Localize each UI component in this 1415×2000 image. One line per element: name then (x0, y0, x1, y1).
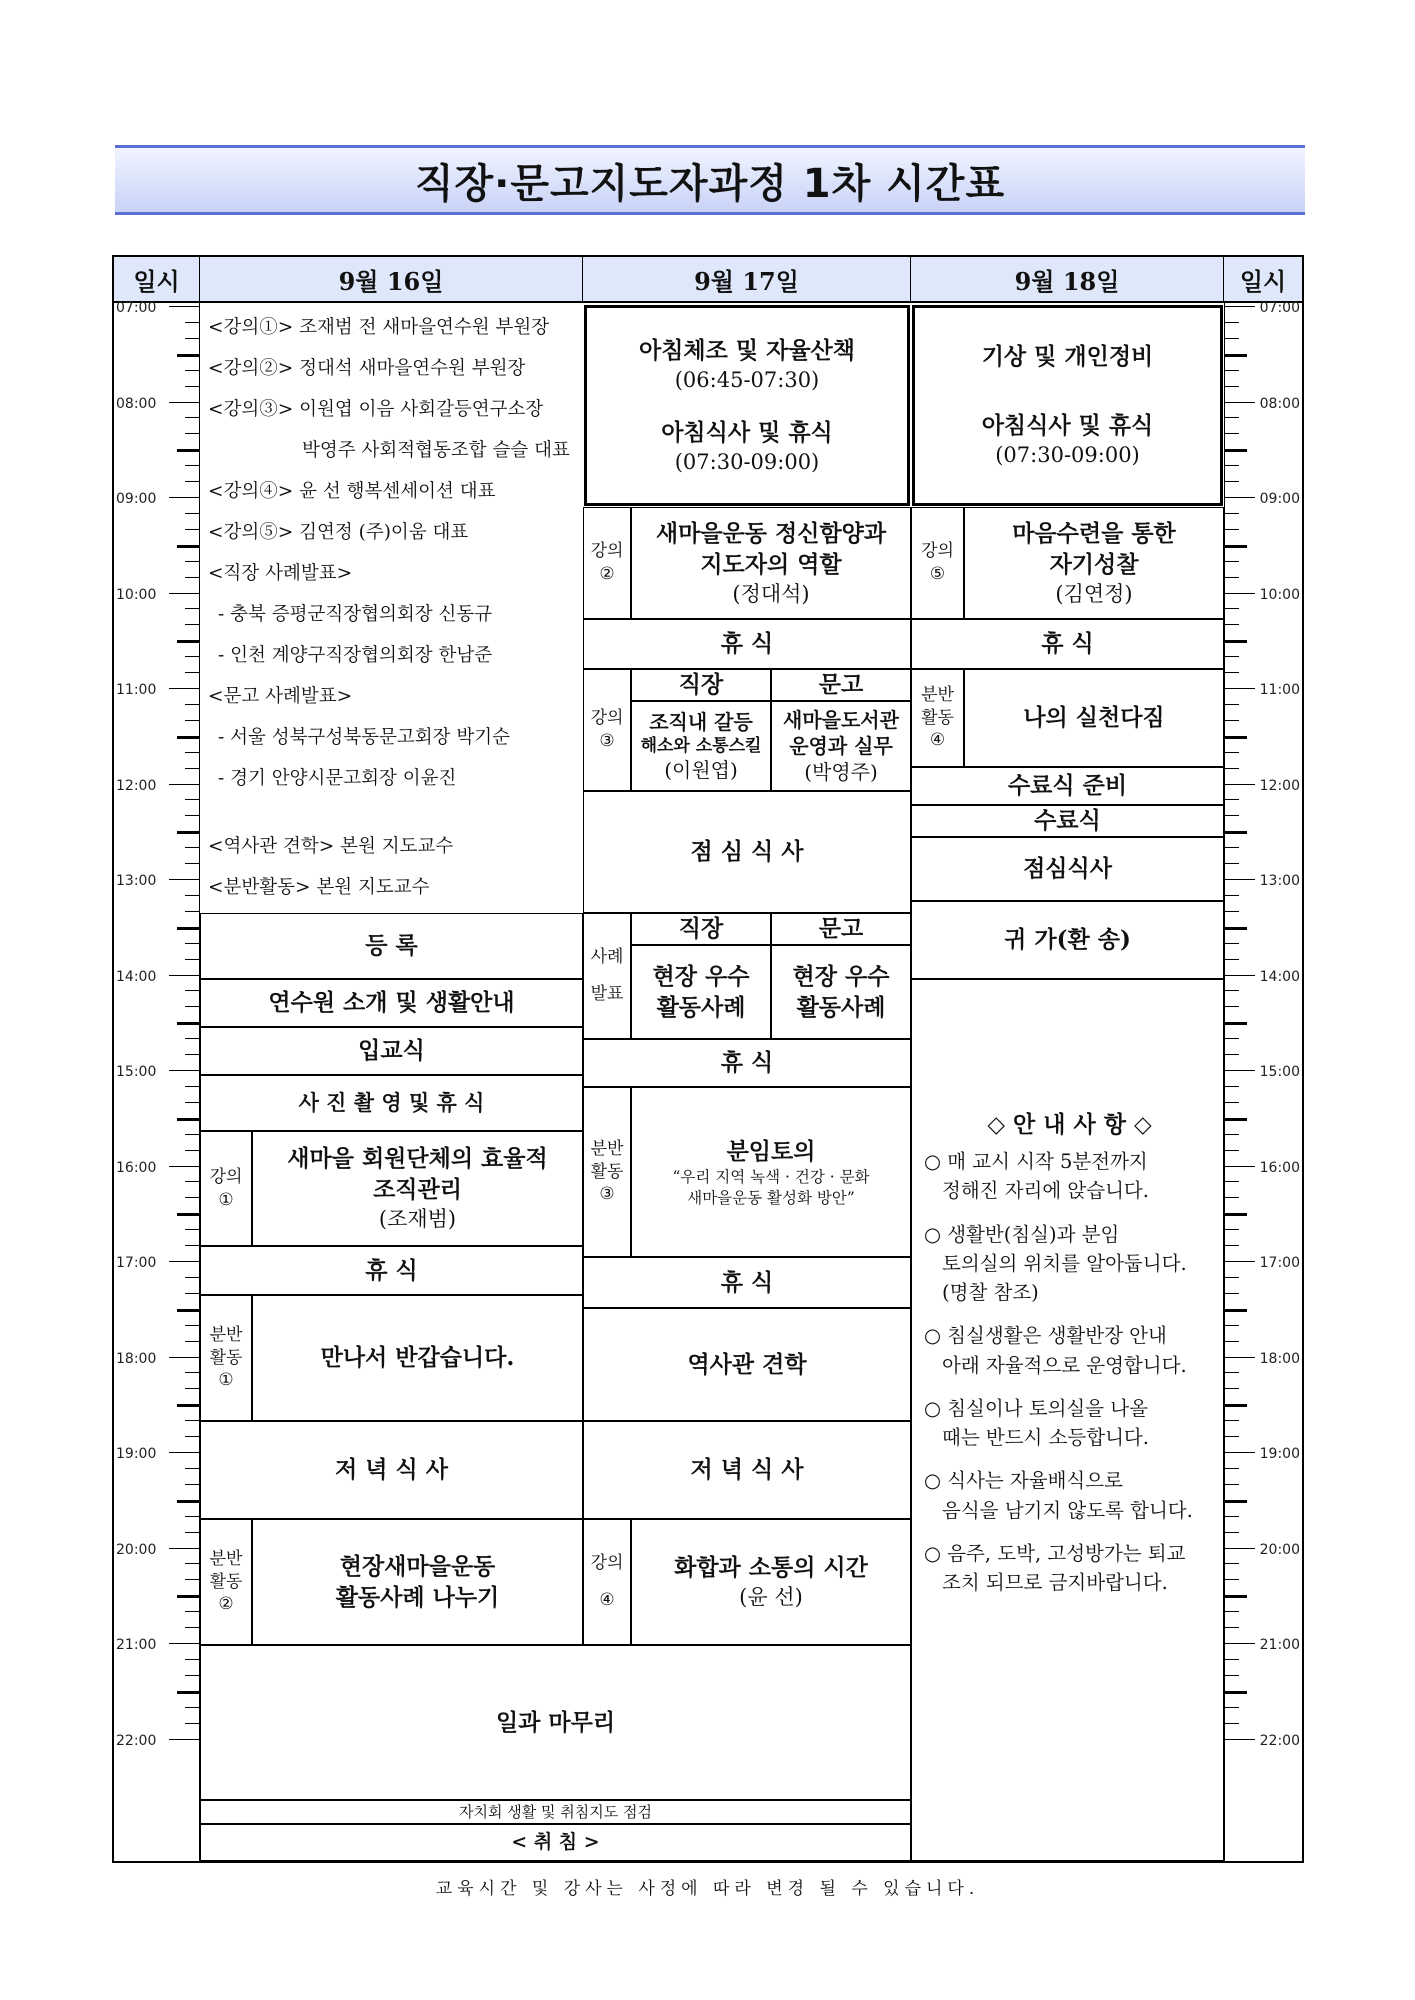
time-label: 18:00 (1259, 1350, 1300, 1367)
time-tick (1225, 433, 1239, 434)
time-tick (185, 1659, 199, 1660)
day2-group3: 분임토의 “우리 지역 녹색 · 건강 · 문화 새마을운동 활성화 방안” (631, 1087, 911, 1257)
time-tick (185, 1054, 199, 1055)
time-tick (185, 1245, 199, 1246)
time-tick (169, 1548, 199, 1549)
day2-history: 역사관 견학 (583, 1308, 911, 1421)
time-tick (185, 1436, 199, 1437)
time-tick (169, 975, 199, 976)
time-tick (185, 1038, 199, 1039)
time-label: 09:00 (116, 491, 157, 507)
time-tick (169, 1261, 199, 1262)
header-ilsi-left: 일시 (114, 257, 200, 303)
notice-item: ○ 침실이나 토의실을 나올 때는 반드시 소등합니다. (924, 1396, 1149, 1449)
time-label: 18:00 (116, 1350, 157, 1367)
page-title: 직장·문고지도자과정 1차 시간표 (414, 160, 1006, 207)
day2-case-jikjang: 현장 우수 활동사례 (631, 945, 771, 1039)
time-tick (1225, 1118, 1247, 1121)
time-tick (185, 656, 199, 657)
time-tick (1225, 959, 1239, 960)
time-tick (185, 672, 199, 673)
time-tick (1225, 1309, 1247, 1312)
time-tick (169, 688, 199, 689)
notice-item: ○ 음주, 도박, 고성방가는 퇴교 조치 되므로 금지바랍니다. (924, 1541, 1186, 1594)
time-label: 07:00 (1259, 300, 1300, 316)
day1-dinner: 저 녁 식 사 (200, 1421, 583, 1519)
time-tick (1225, 465, 1239, 466)
time-tick (177, 1404, 199, 1407)
day3-ceremony: 수료식 (911, 805, 1224, 837)
time-tick (1225, 402, 1255, 403)
time-tick (1225, 1643, 1255, 1644)
time-tick (1225, 1245, 1239, 1246)
time-tick (1225, 1723, 1239, 1724)
time-tick (169, 306, 199, 307)
time-label: 07:00 (116, 300, 157, 316)
time-tick (185, 1341, 199, 1342)
time-tick (1225, 990, 1239, 991)
time-tick (1225, 1372, 1239, 1373)
time-tick (185, 1707, 199, 1708)
time-tick (185, 1579, 199, 1580)
time-tick (1225, 847, 1239, 848)
time-label: 10:00 (116, 586, 157, 603)
time-label: 09:00 (1259, 491, 1300, 507)
time-tick (1225, 1739, 1255, 1740)
time-tick (185, 815, 199, 816)
time-tick (1225, 911, 1239, 912)
time-tick (185, 847, 199, 848)
time-tick (185, 481, 199, 482)
time-tick (185, 1468, 199, 1469)
time-tick (185, 1325, 199, 1326)
day3-morning: 기상 및 개인정비 아침식사 및 휴식 (07:30-09:00) (912, 305, 1223, 506)
time-tick (177, 1309, 199, 1312)
time-tick (185, 990, 199, 991)
time-tick (185, 624, 199, 625)
time-tick (185, 1277, 199, 1278)
time-tick (1225, 1181, 1239, 1182)
time-tick (1225, 322, 1239, 323)
time-tick (169, 1739, 199, 1740)
time-tick (177, 1691, 199, 1694)
time-label: 20:00 (1259, 1541, 1300, 1558)
time-tick (177, 354, 199, 357)
info-line: <문고 사례발표> (208, 685, 353, 707)
day1-entrance: 입교식 (200, 1027, 583, 1075)
time-tick (1225, 799, 1239, 800)
day2-break2: 휴 식 (583, 1039, 911, 1087)
time-tick (1225, 1022, 1247, 1025)
info-line: <분반활동> 본원 지도교수 (208, 876, 430, 898)
time-tick (1225, 497, 1255, 498)
time-tick (1225, 975, 1255, 976)
info-line: - 서울 성북구성북동문고회장 박기순 (218, 726, 510, 748)
day1-wrapup: 일과 마무리 (200, 1645, 911, 1800)
time-tick (185, 1563, 199, 1564)
day2-case-mungo-header: 문고 (771, 913, 911, 945)
time-tick (1225, 529, 1239, 530)
time-label: 10:00 (1259, 586, 1300, 603)
time-tick (1225, 370, 1239, 371)
time-tick (185, 577, 199, 578)
time-tick (177, 1213, 199, 1216)
footer-note: 교육시간 및 강사는 사정에 따라 변경 될 수 있습니다. (435, 1879, 980, 1899)
day1-check: 자치회 생활 및 취침지도 점검 (200, 1800, 911, 1824)
time-label: 14:00 (1259, 968, 1300, 985)
time-axis-left (114, 300, 200, 1861)
time-tick (185, 1372, 199, 1373)
info-line: <강의⑤> 김연정 (주)이움 대표 (208, 521, 469, 543)
time-tick (1225, 1452, 1255, 1453)
time-tick (185, 1723, 199, 1724)
title-banner (115, 145, 1305, 215)
time-tick (169, 402, 199, 403)
time-tick (1225, 513, 1239, 514)
time-tick (1225, 1006, 1239, 1007)
time-label: 08:00 (116, 395, 157, 412)
info-line: - 경기 안양시문고회장 이윤진 (218, 767, 457, 789)
header-ilsi-right: 일시 (1224, 257, 1302, 303)
time-tick (177, 1118, 199, 1121)
time-label: 19:00 (116, 1446, 157, 1462)
day3-group4-label: 분반 활동 ④ (911, 669, 964, 767)
time-tick (1225, 704, 1239, 705)
time-tick (1225, 1484, 1239, 1485)
time-tick (177, 640, 199, 643)
time-tick (1225, 386, 1239, 387)
time-tick (1225, 943, 1239, 944)
time-tick (185, 1197, 199, 1198)
day1-group1-label: 분반 활동 ① (200, 1295, 252, 1421)
header-day3: 9월 18일 (911, 257, 1224, 303)
time-tick (185, 1388, 199, 1389)
time-tick (1225, 768, 1239, 769)
notice-item: ○ 매 교시 시작 5분전까지 정해진 자리에 앉습니다. (924, 1150, 1149, 1203)
info-line: <강의①> 조재범 전 새마을연수원 부원장 (208, 316, 550, 338)
time-tick (1225, 1293, 1239, 1294)
time-tick (185, 1611, 199, 1612)
time-label: 15:00 (1259, 1064, 1300, 1080)
day1-photo: 사 진 촬 영 및 휴 식 (200, 1075, 583, 1131)
info-line: - 인천 계양구직장협의회장 한남준 (218, 644, 493, 666)
time-tick (185, 433, 199, 434)
time-tick (185, 561, 199, 562)
time-tick (185, 370, 199, 371)
time-tick (185, 608, 199, 609)
day1-break: 휴 식 (200, 1246, 583, 1295)
time-tick (1225, 736, 1247, 739)
notice-title: ◇ 안 내 사 항 ◇ (987, 1111, 1152, 1138)
time-tick (169, 879, 199, 880)
time-tick (1225, 1500, 1247, 1503)
time-tick (1225, 1659, 1239, 1660)
time-tick (185, 1229, 199, 1230)
time-tick (185, 417, 199, 418)
time-tick (1225, 1404, 1247, 1407)
time-tick (185, 1134, 199, 1135)
time-tick (1225, 577, 1239, 578)
day2-l3-mungo: 새마을도서관 운영과 실무 (박영주) (771, 701, 911, 791)
time-tick (1225, 1532, 1239, 1533)
time-tick (1225, 752, 1239, 753)
time-label: 17:00 (116, 1255, 157, 1271)
time-label: 08:00 (1259, 395, 1300, 412)
day1-group2: 현장새마을운동 활동사례 나누기 (252, 1519, 583, 1645)
day2-l3-mungo-header: 문고 (771, 669, 911, 701)
time-label: 11:00 (1259, 682, 1300, 698)
time-tick (1225, 1054, 1239, 1055)
time-tick (177, 1595, 199, 1598)
time-tick (1225, 1516, 1239, 1517)
time-label: 15:00 (116, 1064, 157, 1080)
time-tick (185, 895, 199, 896)
time-tick (1225, 1086, 1239, 1087)
time-tick (169, 497, 199, 498)
info-line: <역사관 견학> 본원 지도교수 (208, 835, 454, 857)
day3-break: 휴 식 (911, 619, 1224, 669)
time-label: 19:00 (1259, 1446, 1300, 1462)
day1-group1: 만나서 반갑습니다. (252, 1295, 583, 1421)
time-label: 16:00 (116, 1159, 157, 1176)
time-label: 13:00 (116, 873, 157, 889)
time-tick (185, 1150, 199, 1151)
day2-l3-jikjang: 조직내 갈등 해소와 소통스킬 (이원엽) (631, 701, 771, 791)
time-tick (1225, 656, 1239, 657)
time-tick (1225, 863, 1239, 864)
header-day1: 9월 16일 (200, 257, 583, 303)
time-tick (177, 831, 199, 834)
time-label: 17:00 (1259, 1255, 1300, 1271)
time-tick (177, 927, 199, 930)
time-tick (1225, 1197, 1239, 1198)
time-tick (177, 1500, 199, 1503)
time-tick (1225, 1468, 1239, 1469)
time-tick (1225, 1070, 1255, 1071)
time-tick (177, 1022, 199, 1025)
time-tick (185, 799, 199, 800)
time-tick (1225, 1563, 1239, 1564)
day3-lunch: 점심식사 (911, 837, 1224, 901)
info-line: <강의②> 정대석 새마을연수원 부원장 (208, 357, 526, 379)
time-tick (185, 1102, 199, 1103)
day2-lecture4: 화합과 소통의 시간 (윤 선) (631, 1519, 911, 1645)
time-tick (185, 1532, 199, 1533)
day3-group4: 나의 실천다짐 (964, 669, 1224, 767)
header-day2: 9월 17일 (583, 257, 911, 303)
time-tick (1225, 1134, 1239, 1135)
day3-lecture5: 마음수련을 통한 자기성찰 (김연정) (964, 507, 1224, 619)
time-tick (1225, 1166, 1255, 1167)
day2-case-jikjang-header: 직장 (631, 913, 771, 945)
time-tick (1225, 1548, 1255, 1549)
day2-l3-jikjang-header: 직장 (631, 669, 771, 701)
day2-case-mungo: 현장 우수 활동사례 (771, 945, 911, 1039)
time-tick (185, 1293, 199, 1294)
day3-prep: 수료식 준비 (911, 767, 1224, 805)
time-tick (1225, 895, 1239, 896)
time-tick (1225, 784, 1255, 785)
time-tick (1225, 1595, 1247, 1598)
day2-lecture3-label: 강의 ③ (583, 669, 631, 791)
time-label: 21:00 (116, 1637, 157, 1653)
time-tick (185, 1181, 199, 1182)
time-tick (177, 449, 199, 452)
time-label: 12:00 (116, 777, 157, 794)
time-tick (169, 1643, 199, 1644)
info-line: <직장 사례발표> (208, 562, 353, 584)
day1-group2-label: 분반 활동 ② (200, 1519, 252, 1645)
day1-info-list (202, 305, 582, 898)
notice-item: ○ 식사는 자율배식으로 음식을 남기지 않도록 합니다. (924, 1469, 1193, 1522)
time-tick (1225, 593, 1255, 594)
time-tick (1225, 927, 1247, 930)
time-tick (169, 593, 199, 594)
info-line: <강의④> 윤 선 행복센세이션 대표 (208, 480, 496, 502)
time-tick (185, 704, 199, 705)
time-tick (185, 768, 199, 769)
time-tick (1225, 1388, 1239, 1389)
time-tick (1225, 608, 1239, 609)
time-tick (1225, 1277, 1239, 1278)
day2-lecture4-label: 강의 ④ (583, 1519, 631, 1645)
time-tick (169, 1452, 199, 1453)
info-line: <강의③> 이원엽 이음 사회갈등연구소장 (208, 398, 544, 420)
time-tick (1225, 1150, 1239, 1151)
day2-lecture2-label: 강의 ② (583, 507, 631, 619)
time-tick (185, 911, 199, 912)
time-tick (185, 1006, 199, 1007)
time-label: 11:00 (116, 682, 157, 698)
time-tick (177, 545, 199, 548)
time-axis-right (1224, 300, 1302, 1861)
time-label: 22:00 (1259, 1732, 1300, 1749)
time-tick (1225, 1436, 1239, 1437)
time-tick (185, 863, 199, 864)
time-tick (185, 386, 199, 387)
time-tick (1225, 815, 1239, 816)
time-tick (185, 1675, 199, 1676)
time-label: 14:00 (116, 968, 157, 985)
time-tick (1225, 1038, 1239, 1039)
time-tick (1225, 449, 1247, 452)
time-tick (1225, 1357, 1255, 1358)
time-tick (1225, 1707, 1239, 1708)
time-label: 16:00 (1259, 1159, 1300, 1176)
time-tick (1225, 831, 1247, 834)
time-tick (185, 338, 199, 339)
time-tick (169, 1070, 199, 1071)
time-tick (185, 959, 199, 960)
info-line: - 충북 증평군직장협의회장 신동규 (218, 603, 493, 625)
time-tick (185, 465, 199, 466)
time-tick (1225, 417, 1239, 418)
time-label: 20:00 (116, 1541, 157, 1558)
time-tick (169, 1357, 199, 1358)
time-tick (1225, 640, 1247, 643)
time-tick (185, 1484, 199, 1485)
day1-registration: 등 록 (200, 913, 583, 979)
timetable (112, 255, 1304, 1863)
time-tick (169, 784, 199, 785)
time-tick (1225, 1420, 1239, 1421)
time-tick (185, 1420, 199, 1421)
time-label: 12:00 (1259, 777, 1300, 794)
day2-break1: 휴 식 (583, 619, 911, 669)
day2-break3: 휴 식 (583, 1257, 911, 1308)
time-tick (185, 1627, 199, 1628)
time-tick (1225, 720, 1239, 721)
day1-lecture1-label: 강의 ① (200, 1131, 252, 1246)
time-tick (1225, 306, 1255, 307)
time-tick (185, 752, 199, 753)
time-tick (1225, 624, 1239, 625)
time-tick (1225, 1213, 1247, 1216)
notice-item: ○ 침실생활은 생활반장 안내 아래 자율적으로 운영합니다. (924, 1324, 1187, 1377)
time-tick (1225, 561, 1239, 562)
notice-item: ○ 생활반(침실)과 분임 토의실의 위치를 알아둡니다. (명찰 참조) (924, 1222, 1187, 1304)
time-tick (1225, 338, 1239, 339)
time-tick (1225, 879, 1255, 880)
time-tick (1225, 1341, 1239, 1342)
time-tick (1225, 672, 1239, 673)
day2-morning: 아침체조 및 자율산책 (06:45-07:30) 아침식사 및 휴식 (07:30-09:00) (584, 305, 910, 506)
time-tick (185, 513, 199, 514)
time-tick (1225, 688, 1255, 689)
time-tick (1225, 1691, 1247, 1694)
info-line: 박영주 사회적협동조합 슬슬 대표 (302, 439, 570, 461)
time-tick (1225, 1102, 1239, 1103)
time-tick (185, 943, 199, 944)
time-label: 22:00 (116, 1732, 157, 1749)
day2-lecture2: 새마을운동 정신함양과 지도자의 역할 (정대석) (631, 507, 911, 619)
day2-case-label: 사례 발표 (583, 913, 631, 1039)
time-tick (185, 1516, 199, 1517)
time-tick (1225, 481, 1239, 482)
time-tick (1225, 354, 1247, 357)
time-tick (185, 529, 199, 530)
time-tick (1225, 1611, 1239, 1612)
day3-notice (911, 979, 1224, 1861)
day1-intro: 연수원 소개 및 생활안내 (200, 979, 583, 1027)
time-tick (1225, 1675, 1239, 1676)
time-tick (1225, 1229, 1239, 1230)
day1-sleep: < 취 침 > (200, 1824, 911, 1861)
time-tick (185, 322, 199, 323)
day2-lunch: 점 심 식 사 (583, 791, 911, 913)
time-tick (177, 736, 199, 739)
time-tick (185, 720, 199, 721)
time-tick (169, 1166, 199, 1167)
day3-lecture5-label: 강의 ⑤ (911, 507, 964, 619)
time-tick (1225, 1261, 1255, 1262)
time-tick (185, 1086, 199, 1087)
time-tick (1225, 1325, 1239, 1326)
day1-lecture1: 새마을 회원단체의 효율적 조직관리 (조재범) (252, 1131, 583, 1246)
time-tick (1225, 1627, 1239, 1628)
day2-dinner: 저 녁 식 사 (583, 1421, 911, 1519)
time-tick (1225, 1579, 1239, 1580)
time-label: 21:00 (1259, 1637, 1300, 1653)
time-tick (1225, 545, 1247, 548)
day2-group3-label: 분반 활동 ③ (583, 1087, 631, 1257)
time-label: 13:00 (1259, 873, 1300, 889)
day3-return: 귀 가(환 송) (911, 901, 1224, 979)
